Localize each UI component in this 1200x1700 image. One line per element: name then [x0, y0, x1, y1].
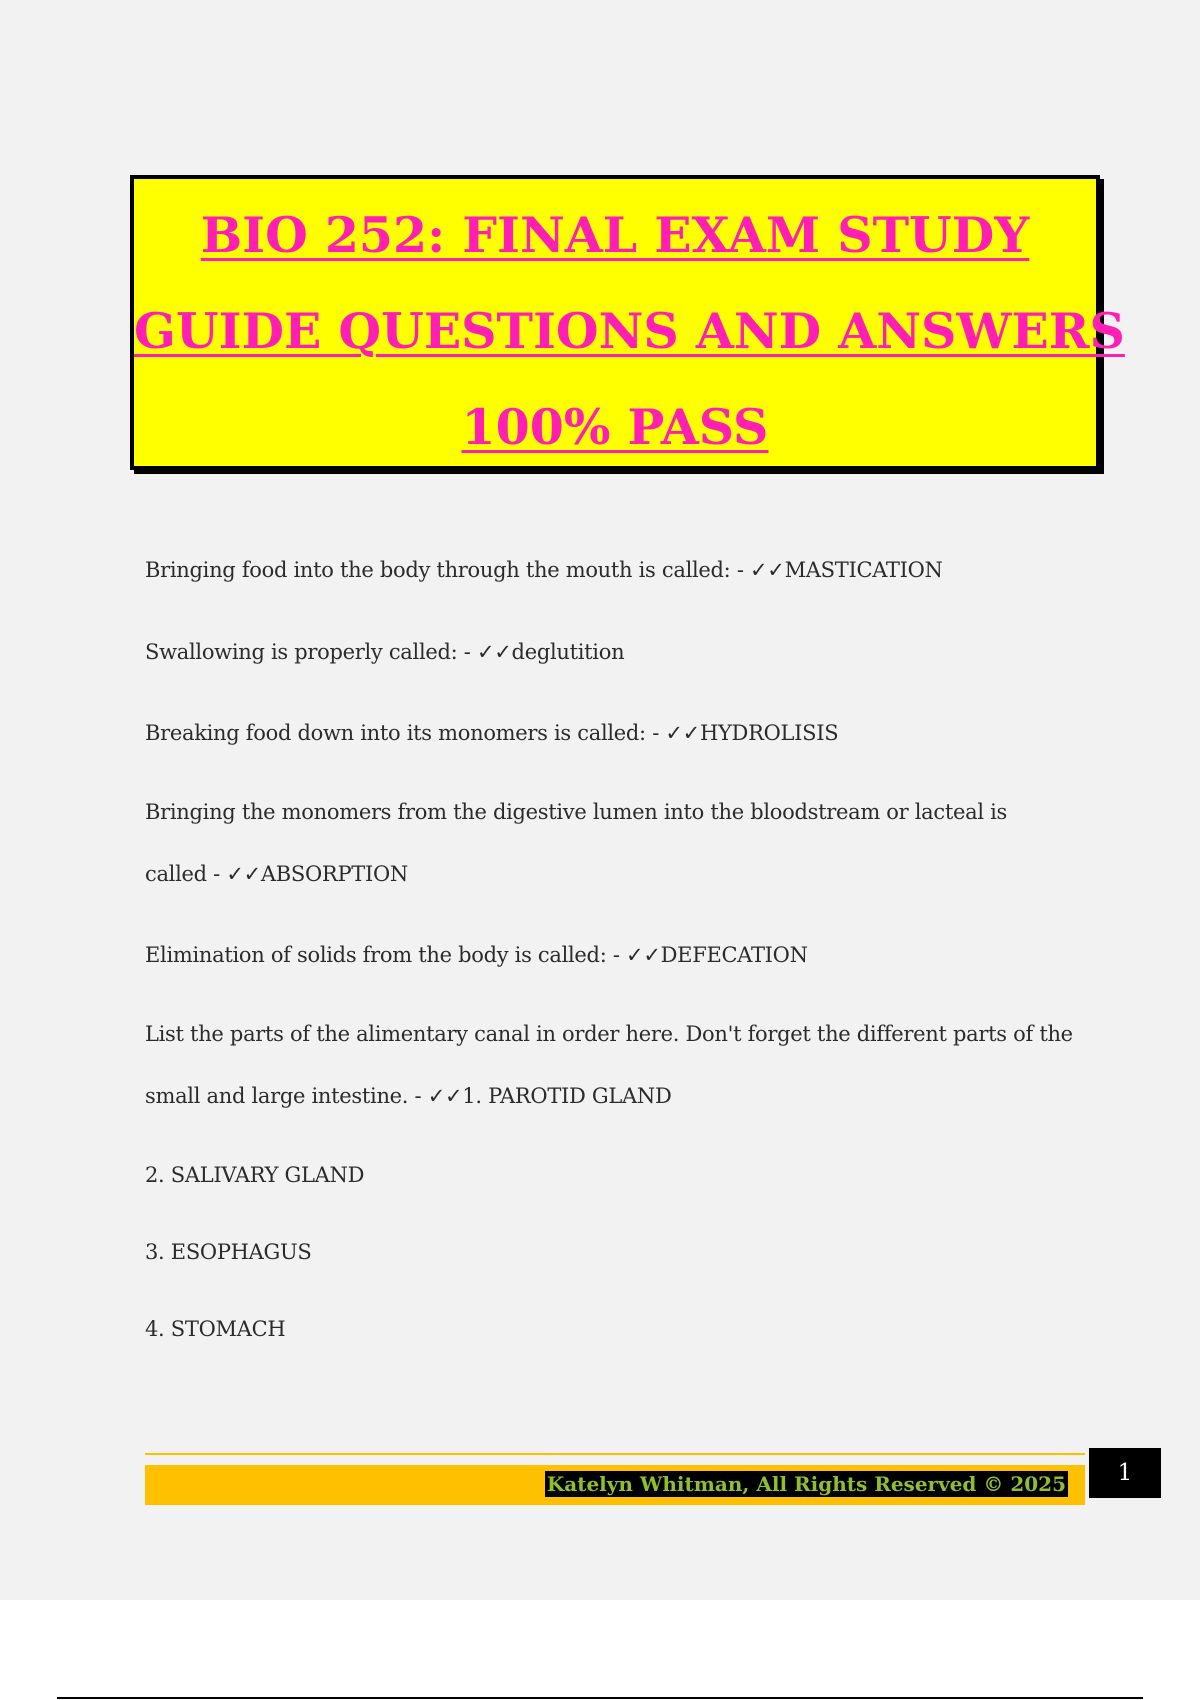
footer-bar: [145, 1465, 1085, 1505]
bottom-divider: [57, 1697, 1143, 1699]
answer-text: ✓✓ABSORPTION: [226, 862, 408, 886]
title-box: [130, 175, 1125, 470]
question-text: Elimination of solids from the body is called: -: [145, 943, 627, 967]
question-text: List the parts of the alimentary canal in order here. Don't forget the different parts of the small and large intestine. -: [145, 1022, 1073, 1108]
qa-item-2: [145, 621, 1105, 683]
list-item: 2. SALIVARY GLAND: [145, 1163, 365, 1187]
title-line-1: BIO 252: FINAL EXAM STUDY: [200, 206, 1030, 264]
footer-divider: [145, 1453, 1085, 1455]
page-number: 1: [1089, 1448, 1161, 1498]
qa-item-5: [145, 924, 1105, 986]
list-item: 3. ESOPHAGUS: [145, 1240, 312, 1264]
answer-text: ✓✓1. PAROTID GLAND: [427, 1084, 672, 1108]
qa-item-6: [145, 1003, 1105, 1127]
answer-text: ✓✓MASTICATION: [750, 558, 943, 582]
answer-text: ✓✓deglutition: [476, 640, 625, 664]
qa-item-1: [145, 539, 1105, 601]
answer-text: ✓✓HYDROLISIS: [665, 721, 839, 745]
question-text: Bringing food into the body through the mouth is called: -: [145, 558, 750, 582]
answer-text: ✓✓DEFECATION: [626, 943, 808, 967]
question-text: Swallowing is properly called: -: [145, 640, 477, 664]
qa-item-3: [145, 702, 1105, 764]
title-line-2: GUIDE QUESTIONS AND ANSWERS: [134, 302, 1125, 360]
title-line-3: 100% PASS: [461, 398, 769, 456]
list-item: 4. STOMACH: [145, 1317, 286, 1341]
question-text: Bringing the monomers from the digestive lumen into the bloodstream or lacteal is called -: [145, 800, 1008, 886]
qa-item-4: [145, 781, 1045, 905]
footer-copyright: Katelyn Whitman, All Rights Reserved © 2025: [546, 1472, 1066, 1496]
question-text: Breaking food down into its monomers is called: -: [145, 721, 666, 745]
